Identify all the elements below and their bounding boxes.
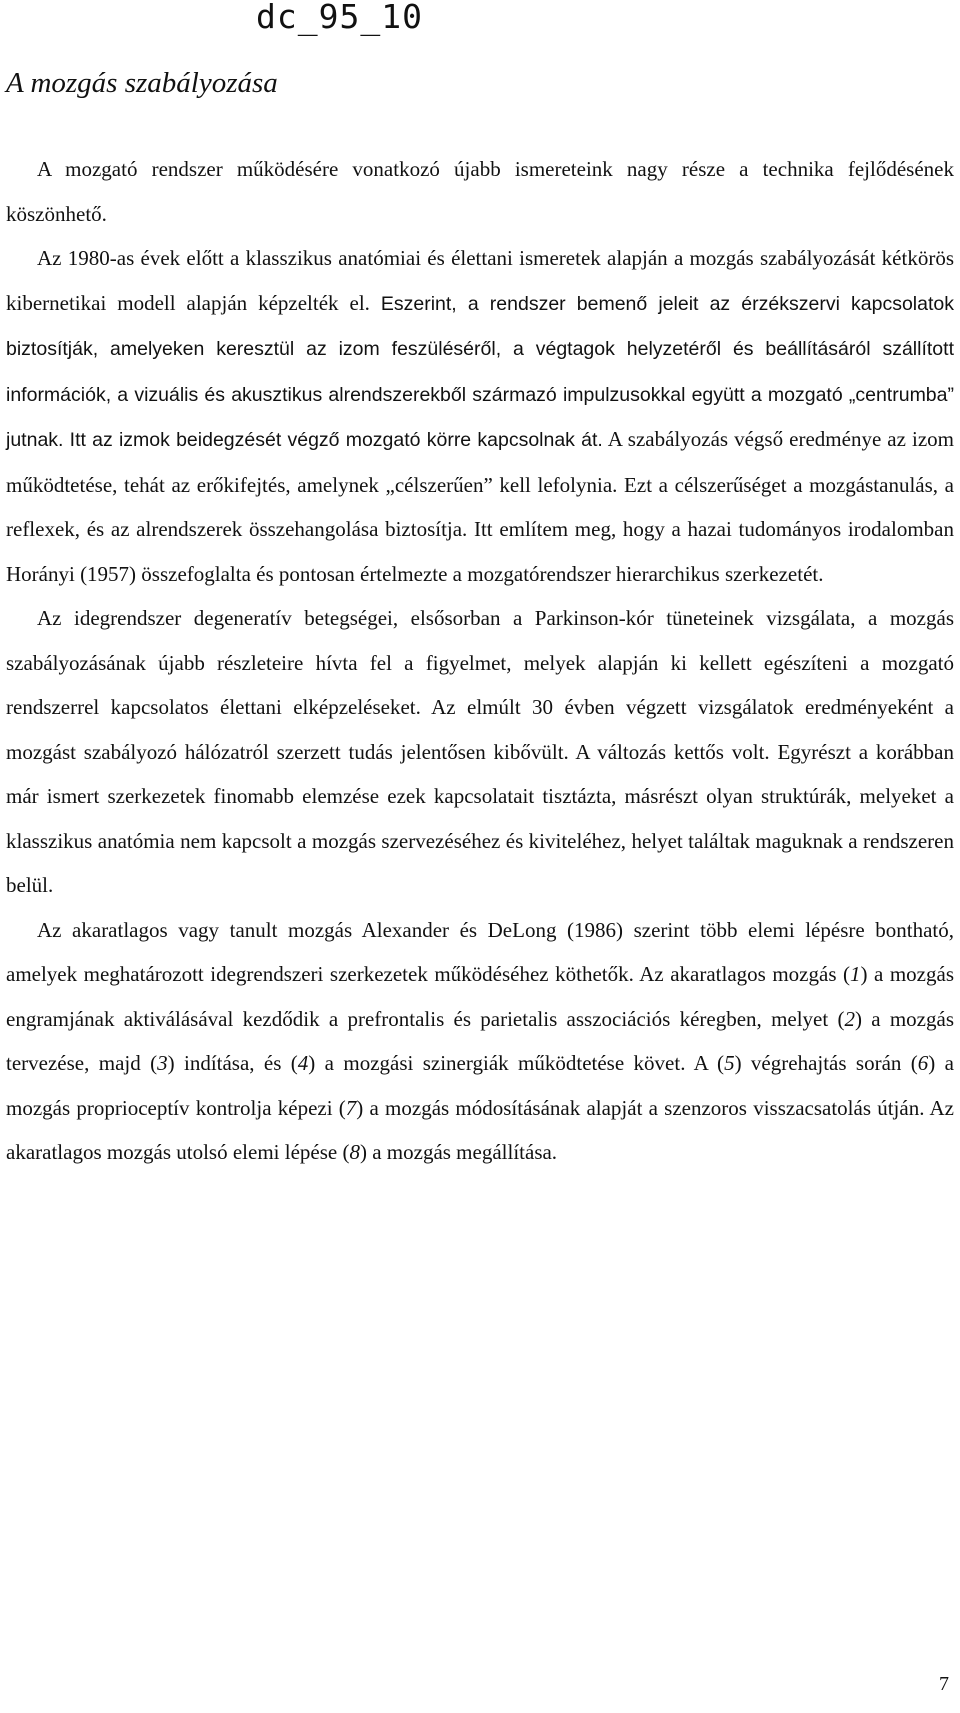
- step-number: 1: [850, 962, 861, 986]
- step-number: 4: [297, 1051, 309, 1075]
- step-number: 2: [844, 1006, 855, 1031]
- paragraph-3-part-a: Az idegrendszer degeneratív betegségei, elsősorban a Parkinson-kór tüneteinek vizsgálata, a mozgás szabályozásának újabb részleteire hívta fel a figyelmet, melyek alapján ki kellett egészíteni a mozgató rendszerrel kapcsolatos élettani elképzeléseket. Az elmúlt 30 évben végzett vizsgálatok eredményeként a mozgást szabályozó hálózatról szerzett tudás jelentősen kibővült. A változás kettős volt.: [6, 606, 954, 764]
- step-number: 8: [349, 1140, 360, 1164]
- page-title: A mozgás szabályozása: [6, 67, 278, 99]
- body-text: [6, 147, 954, 1175]
- step-number: 5: [724, 1051, 735, 1075]
- step-number: 3: [157, 1051, 168, 1075]
- step-number: 6: [917, 1051, 929, 1075]
- paragraph-2-part-c: A szabályozás végső eredménye az izom működtetése, tehát az erőkifejtés, amelynek „célszerűen” kell lefolynia. Ezt a célszerűséget a mozgástanulás, a reflexek, és az alrendszerek összehangolása biztosítja.: [6, 427, 954, 541]
- paragraph-3-part-b: Egyrészt a korábban már ismert szerkezetek finomabb elemzése ezek kapcsolatait tisztázta, másrészt olyan struktúrák, melyeket a klasszikus anatómia nem kapcsolt a mozgás szervezéséhez és kiviteléhez, helyet találtak maguknak a rendszeren belül.: [6, 739, 954, 897]
- paragraph-4-text: ) a mozgás engramjának aktiválásával kezdődik a prefrontalis és parietalis asszociációs kéregben, melyet (: [6, 962, 955, 1031]
- paragraph-2-part-d: Itt említem meg, hogy a hazai tudományos irodalomban Horányi (1957) összefoglalta és pontosan értelmezte a mozgatórendszer hierarchikus szerkezetét.: [6, 517, 954, 586]
- paragraph-2-part-a: Az 1980-as évek előtt a klasszikus anatómiai és élettani ismeretek alapján a mozgás szabályozását kétkörös kibernetikai modell alapján képzelték el.: [6, 246, 954, 315]
- paragraph-4-text: ) a mozgás módosításának alapját a szenzoros visszacsatolás útján. Az akaratlagos mozgás utolsó elemi lépése (: [6, 1095, 954, 1164]
- paragraph-2: [6, 236, 954, 596]
- paragraph-4-text: Az akaratlagos vagy tanult mozgás Alexander és DeLong (1986) szerint több elemi lépésre bontható, amelyek meghatározott idegrendszeri szerkezetek működéséhez köthetők. Az akaratlagos mozgás (: [6, 917, 954, 986]
- document-id-header: dc_95_10: [256, 0, 423, 36]
- paragraph-4-text: ) a mozgás megállítása.: [359, 1140, 558, 1164]
- paragraph-4-text: ) a mozgás tervezése, majd (: [6, 1006, 954, 1075]
- paragraph-4: [6, 908, 954, 1175]
- paragraph-1: A mozgató rendszer működésére vonatkozó újabb ismereteink nagy része a technika fejlődésének köszönhető.: [6, 157, 954, 226]
- paragraph-4-text: ) a mozgás proprioceptív kontrolja képezi (: [6, 1051, 954, 1120]
- paragraph-4-text: ) indítása, és (: [167, 1051, 298, 1075]
- paragraph-4-text: ) végrehajtás során (: [734, 1051, 918, 1075]
- step-number: 7: [345, 1095, 357, 1120]
- page-number: 7: [939, 1673, 949, 1695]
- paragraph-4-text: ) a mozgási szinergiák működtetése követ. A (: [308, 1051, 725, 1075]
- paragraph-3: [6, 596, 954, 908]
- paragraph-2-part-b: Eszerint, a rendszer bemenő jeleit az érzékszervi kapcsolatok biztosítják, amelyeken keresztül az izom feszüléséről, a végtagok helyzetéről és beállításáról szállított információk, a vizuális és akusztikus alrendszerekből származó impulzusokkal együtt a mozgató „centrumba” jutnak. Itt az izmok beidegzését végző mozgató körre kapcsolnak át.: [6, 292, 954, 451]
